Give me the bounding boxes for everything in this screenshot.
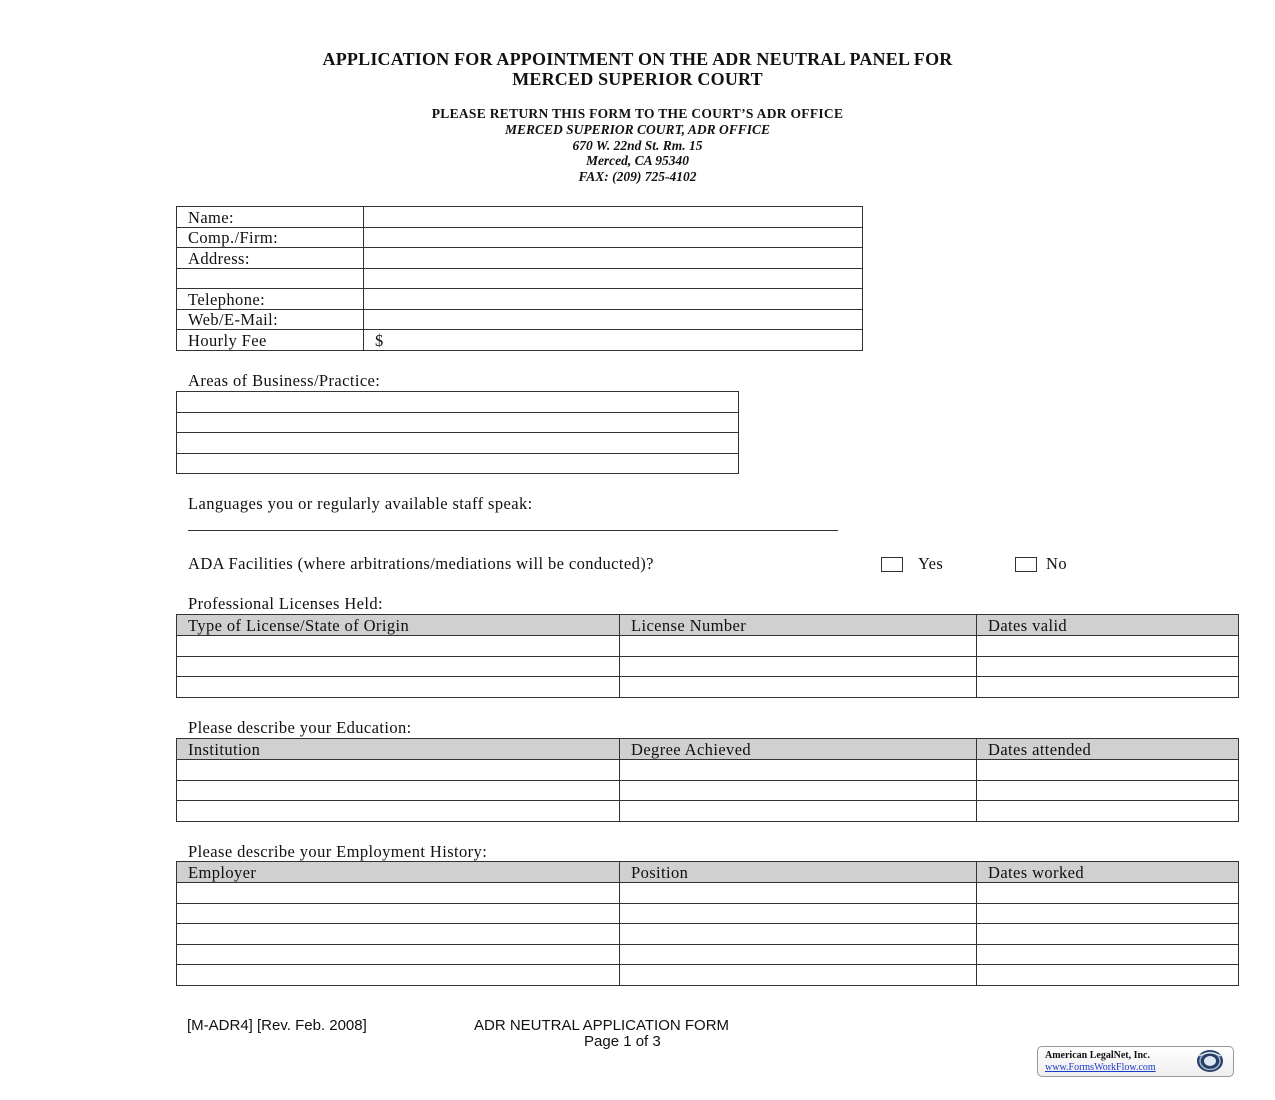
license-type-cell[interactable]: [177, 636, 620, 657]
ada-yes-label: Yes: [918, 554, 944, 573]
table-row: [177, 903, 1239, 924]
web-email-field[interactable]: [364, 309, 863, 330]
ada-no-label: No: [1046, 554, 1067, 573]
institution-cell[interactable]: [177, 780, 620, 801]
position-cell[interactable]: [620, 883, 977, 904]
firm-label: Comp./Firm:: [177, 227, 364, 248]
column-header-license-type: Type of License/State of Origin: [177, 615, 620, 636]
employer-cell[interactable]: [177, 944, 620, 965]
employment-table: [176, 861, 1239, 986]
globe-icon: [1195, 1049, 1225, 1073]
dates-valid-cell[interactable]: [977, 677, 1239, 698]
employer-cell[interactable]: [177, 965, 620, 986]
footer-form-code: [M-ADR4] [Rev. Feb. 2008]: [187, 1017, 367, 1034]
return-instructions-heading: PLEASE RETURN THIS FORM TO THE COURT’S ADR OFFICE: [431, 106, 844, 121]
dates-worked-cell[interactable]: [977, 883, 1239, 904]
contact-row-telephone: [177, 289, 863, 310]
languages-field[interactable]: [188, 530, 838, 531]
dates-worked-cell[interactable]: [977, 903, 1239, 924]
areas-of-practice-field[interactable]: [177, 453, 739, 474]
column-header-dates-attended: Dates attended: [977, 739, 1239, 760]
telephone-label: Telephone:: [177, 289, 364, 310]
dates-valid-cell[interactable]: [977, 656, 1239, 677]
areas-of-practice-field[interactable]: [177, 412, 739, 433]
table-row: [177, 965, 1239, 986]
employer-cell[interactable]: [177, 903, 620, 924]
education-header-row: [177, 739, 1239, 760]
education-table: [176, 738, 1239, 822]
form-title-line-2: MERCED SUPERIOR COURT: [512, 69, 763, 89]
dates-worked-cell[interactable]: [977, 924, 1239, 945]
license-type-cell[interactable]: [177, 656, 620, 677]
dates-attended-cell[interactable]: [977, 760, 1239, 781]
column-header-license-number: License Number: [620, 615, 977, 636]
address-label: Address:: [177, 248, 364, 269]
firm-field[interactable]: [364, 227, 863, 248]
hourly-fee-field[interactable]: $: [364, 330, 863, 351]
position-cell[interactable]: [620, 903, 977, 924]
license-number-cell[interactable]: [620, 677, 977, 698]
dates-attended-cell[interactable]: [977, 801, 1239, 822]
logo-url-link[interactable]: www.FormsWorkFlow.com: [1045, 1062, 1156, 1073]
address-2-label: [177, 268, 364, 289]
institution-cell[interactable]: [177, 801, 620, 822]
dates-attended-cell[interactable]: [977, 780, 1239, 801]
licenses-label: Professional Licenses Held:: [188, 594, 384, 613]
hourly-fee-label: Hourly Fee: [177, 330, 364, 351]
areas-of-practice-label: Areas of Business/Practice:: [188, 371, 381, 390]
return-office-name: MERCED SUPERIOR COURT, ADR OFFICE: [505, 122, 770, 137]
footer-page-number: Page 1 of 3: [584, 1033, 661, 1050]
logo-company-name: American LegalNet, Inc.: [1045, 1050, 1150, 1061]
ada-facilities-question: ADA Facilities (where arbitrations/mediations will be conducted)?: [188, 554, 654, 573]
return-street-address: 670 W. 22nd St. Rm. 15: [572, 138, 703, 153]
areas-of-practice-field[interactable]: [177, 433, 739, 454]
license-number-cell[interactable]: [620, 656, 977, 677]
table-row: [177, 801, 1239, 822]
name-field[interactable]: [364, 207, 863, 228]
dates-worked-cell[interactable]: [977, 965, 1239, 986]
areas-of-practice-field[interactable]: [177, 392, 739, 413]
web-email-label: Web/E-Mail:: [177, 309, 364, 330]
table-row: [177, 780, 1239, 801]
table-row: [177, 677, 1239, 698]
return-city-state-zip: Merced, CA 95340: [585, 153, 690, 168]
ada-yes-checkbox[interactable]: [881, 557, 903, 572]
table-row: [177, 760, 1239, 781]
footer-form-name: ADR NEUTRAL APPLICATION FORM: [474, 1017, 730, 1034]
dates-worked-cell[interactable]: [977, 944, 1239, 965]
contact-row-name: [177, 207, 863, 228]
column-header-employer: Employer: [177, 862, 620, 883]
contact-row-address-2: [177, 268, 863, 289]
employment-header-row: [177, 862, 1239, 883]
employment-label: Please describe your Employment History:: [188, 842, 488, 861]
return-fax: FAX: (209) 725-4102: [578, 169, 697, 184]
column-header-dates-valid: Dates valid: [977, 615, 1239, 636]
licenses-table: [176, 614, 1239, 698]
contact-row-hourly-fee: [177, 330, 863, 351]
table-row: [177, 656, 1239, 677]
education-label: Please describe your Education:: [188, 718, 412, 737]
column-header-position: Position: [620, 862, 977, 883]
american-legalnet-logo[interactable]: [1037, 1046, 1234, 1077]
dates-valid-cell[interactable]: [977, 636, 1239, 657]
column-header-degree: Degree Achieved: [620, 739, 977, 760]
languages-label: Languages you or regularly available staff speak:: [188, 494, 533, 513]
name-label: Name:: [177, 207, 364, 228]
degree-cell[interactable]: [620, 801, 977, 822]
position-cell[interactable]: [620, 965, 977, 986]
employer-cell[interactable]: [177, 883, 620, 904]
table-row: [177, 883, 1239, 904]
telephone-field[interactable]: [364, 289, 863, 310]
position-cell[interactable]: [620, 924, 977, 945]
address-2-field[interactable]: [364, 268, 863, 289]
institution-cell[interactable]: [177, 760, 620, 781]
license-type-cell[interactable]: [177, 677, 620, 698]
areas-of-practice-table: [176, 391, 739, 474]
degree-cell[interactable]: [620, 780, 977, 801]
employer-cell[interactable]: [177, 924, 620, 945]
contact-row-firm: [177, 227, 863, 248]
address-field[interactable]: [364, 248, 863, 269]
contact-row-address: [177, 248, 863, 269]
license-number-cell[interactable]: [620, 636, 977, 657]
form-title-line-1: APPLICATION FOR APPOINTMENT ON THE ADR NEUTRAL PANEL FOR: [322, 49, 953, 69]
contact-info-table: [176, 206, 863, 351]
ada-no-checkbox[interactable]: [1015, 557, 1037, 572]
position-cell[interactable]: [620, 944, 977, 965]
column-header-institution: Institution: [177, 739, 620, 760]
licenses-header-row: [177, 615, 1239, 636]
column-header-dates-worked: Dates worked: [977, 862, 1239, 883]
table-row: [177, 924, 1239, 945]
contact-row-web-email: [177, 309, 863, 330]
table-row: [177, 944, 1239, 965]
table-row: [177, 636, 1239, 657]
degree-cell[interactable]: [620, 760, 977, 781]
